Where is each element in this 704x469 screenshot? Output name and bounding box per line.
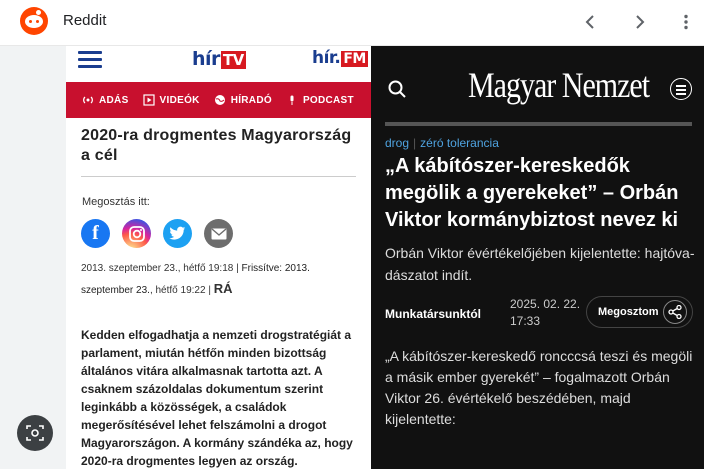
- app-top-bar: [0, 0, 704, 46]
- article-body: Kedden elfogadhatja a nemzeti drogstratégiát a parlament, miután hétfőn minden bizottság általános vitára alkalmasnak tartotta azt. A csaknem százoldalas dokumentum szerint leginkább a közösségek, a családok megerősítésével lehet felszámolni a drogot Magyarországon. A kormány szándéka az, hogy 2020-ra drogmentes legyen az ország.: [81, 328, 353, 468]
- nav-item-hirado[interactable]: HÍRADÓ: [214, 94, 272, 106]
- microphone-icon: [286, 94, 298, 106]
- search-icon[interactable]: [387, 79, 407, 99]
- magyar-nemzet-logo[interactable]: Magyar Nemzet: [468, 66, 650, 106]
- publish-date: 2013. szeptember 23.: [81, 263, 178, 274]
- facebook-icon[interactable]: f: [81, 219, 110, 248]
- publish-day: , hétfő 19:18 |: [177, 263, 242, 274]
- left-strip: [0, 46, 66, 469]
- nav-item-podcast[interactable]: PODCAST: [286, 94, 354, 106]
- hirtv-nav-bar: [66, 82, 371, 118]
- updated-date: Frissítve: 2013. szeptember 23.: [81, 263, 310, 296]
- nav-item-adas[interactable]: ADÁS: [82, 94, 129, 106]
- updated-day: , hétfő 19:22 |: [149, 285, 214, 296]
- article-title: 2020-ra drogmentes Magyarország a cél: [81, 127, 352, 164]
- lens-search-icon[interactable]: [17, 415, 53, 451]
- share-label: Megosztom: [598, 306, 659, 318]
- twitter-icon[interactable]: [163, 219, 192, 248]
- app-title: Reddit: [63, 12, 107, 29]
- menu-icon[interactable]: [670, 78, 692, 100]
- article-meta: [81, 259, 361, 301]
- tag-drog[interactable]: drog: [385, 136, 410, 150]
- hirfm-logo[interactable]: hír. FM: [312, 48, 366, 68]
- article-headline: „A kábítószer-kereskedők megölik a gyerekeket” – Orbán Viktor kormánybiztost nevez ki: [385, 155, 679, 231]
- instagram-icon[interactable]: [122, 219, 151, 248]
- article-lead: Orbán Viktor évértékelőjében kijelentette: hajtóva-dászatot indít.: [385, 245, 695, 283]
- hamburger-menu-icon[interactable]: [78, 51, 102, 71]
- chevron-left-icon[interactable]: [579, 10, 603, 34]
- hirtv-header: [66, 46, 371, 82]
- reddit-logo-icon: [20, 7, 48, 35]
- byline: Munkatársunktól: [385, 307, 482, 321]
- broadcast-icon: [82, 94, 94, 106]
- hirtv-article-pane: [66, 46, 371, 469]
- globe-icon: [214, 94, 226, 106]
- magyar-nemzet-pane: [371, 46, 704, 469]
- share-icon: [663, 300, 687, 324]
- share-label: Megosztás itt:: [82, 196, 150, 208]
- hirtv-logo[interactable]: hír TV: [192, 48, 244, 70]
- more-vert-icon[interactable]: [674, 10, 698, 34]
- tag-list: drog | zéró tolerancia: [385, 136, 499, 150]
- play-icon: [143, 94, 155, 106]
- article-date: 2025. 02. 22. 17:33: [510, 297, 581, 328]
- author: RÁ: [213, 281, 233, 296]
- article-body: „A kábítószer-kereskedő roncccsá teszi és megöli a másik ember gyerekét” – fogalmazott Orbán Viktor 26. évértékelő beszédében, majd kijelentette:: [385, 348, 693, 427]
- tag-zero-tolerancia[interactable]: zéró tolerancia: [420, 136, 499, 150]
- share-buttons: [81, 219, 245, 248]
- share-button[interactable]: [586, 296, 693, 328]
- chevron-right-icon[interactable]: [627, 10, 651, 34]
- divider: [385, 122, 692, 126]
- divider: [81, 176, 356, 177]
- email-icon[interactable]: [204, 219, 233, 248]
- nav-item-videok[interactable]: VIDEÓK: [143, 94, 200, 106]
